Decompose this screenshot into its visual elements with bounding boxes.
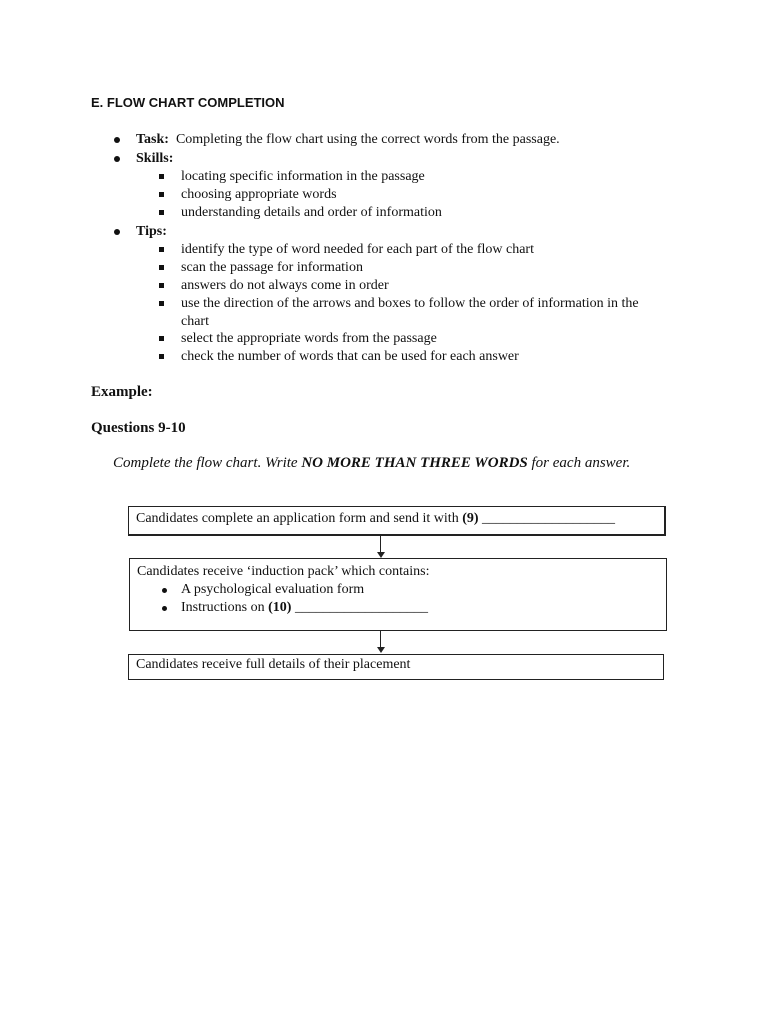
flowchart-box-2 bbox=[129, 558, 667, 631]
skills-square-bullet bbox=[159, 192, 164, 197]
box-2-list-item bbox=[137, 599, 659, 617]
instruction-text bbox=[113, 455, 630, 472]
tips-item: answers do not always come in order bbox=[181, 278, 389, 293]
tips-bullet bbox=[114, 229, 120, 235]
skills-item: choosing appropriate words bbox=[181, 187, 337, 202]
task-bullet bbox=[114, 137, 120, 143]
instruction-after: for each answer. bbox=[527, 455, 631, 471]
flowchart-box-1 bbox=[128, 506, 666, 536]
tips-square-bullet bbox=[159, 283, 164, 288]
tips-square-bullet bbox=[159, 301, 164, 306]
tips-item: scan the passage for information bbox=[181, 260, 363, 275]
box-2-list-item bbox=[137, 581, 659, 599]
answer-blank-9: ___________________ bbox=[478, 511, 616, 526]
skills-item: understanding details and order of information bbox=[181, 205, 442, 220]
box-2-item-2-text: Instructions on bbox=[181, 600, 269, 615]
task-row bbox=[136, 131, 560, 149]
skills-label bbox=[136, 150, 173, 168]
list-bullet bbox=[162, 606, 167, 611]
skills-square-bullet bbox=[159, 174, 164, 179]
tips-item-continuation: chart bbox=[181, 314, 209, 329]
section-heading: E. FLOW CHART COMPLETION bbox=[91, 95, 285, 110]
instruction-emphasis: NO MORE THAN THREE WORDS bbox=[301, 455, 528, 471]
example-label: Example: bbox=[91, 384, 153, 400]
box-2-item-1-text: A psychological evaluation form bbox=[181, 582, 365, 597]
question-10-number: (10) bbox=[268, 600, 292, 615]
tips-item: identify the type of word needed for each part of the flow chart bbox=[181, 242, 534, 257]
tips-label bbox=[136, 223, 167, 241]
skills-bullet bbox=[114, 156, 120, 162]
box-2-text: Candidates receive ‘induction pack’ which contains: bbox=[137, 564, 430, 579]
arrow-down-icon bbox=[377, 647, 385, 653]
tips-label-text: Tips: bbox=[136, 224, 167, 239]
task-label: Task: bbox=[136, 132, 169, 147]
tips-item: select the appropriate words from the passage bbox=[181, 331, 437, 346]
flowchart-box-3 bbox=[128, 654, 664, 680]
box-3-text: Candidates receive full details of their placement bbox=[136, 657, 411, 672]
tips-item: use the direction of the arrows and boxes to follow the order of information in the bbox=[181, 296, 639, 311]
question-9-number: (9) bbox=[462, 511, 479, 526]
skills-item: locating specific information in the passage bbox=[181, 169, 425, 184]
tips-square-bullet bbox=[159, 247, 164, 252]
list-bullet bbox=[162, 588, 167, 593]
questions-label: Questions 9-10 bbox=[91, 420, 186, 436]
tips-item: check the number of words that can be used for each answer bbox=[181, 349, 519, 364]
skills-square-bullet bbox=[159, 210, 164, 215]
tips-square-bullet bbox=[159, 336, 164, 341]
box-1-text: Candidates complete an application form and send it with bbox=[136, 511, 463, 526]
task-text: Completing the flow chart using the correct words from the passage. bbox=[175, 132, 560, 147]
tips-square-bullet bbox=[159, 354, 164, 359]
tips-square-bullet bbox=[159, 265, 164, 270]
flow-arrow-2 bbox=[380, 631, 381, 648]
answer-blank-10: ___________________ bbox=[291, 600, 428, 615]
flow-arrow-1 bbox=[380, 536, 381, 553]
instruction-before: Complete the flow chart. Write bbox=[113, 455, 302, 471]
skills-label-text: Skills: bbox=[136, 151, 174, 166]
